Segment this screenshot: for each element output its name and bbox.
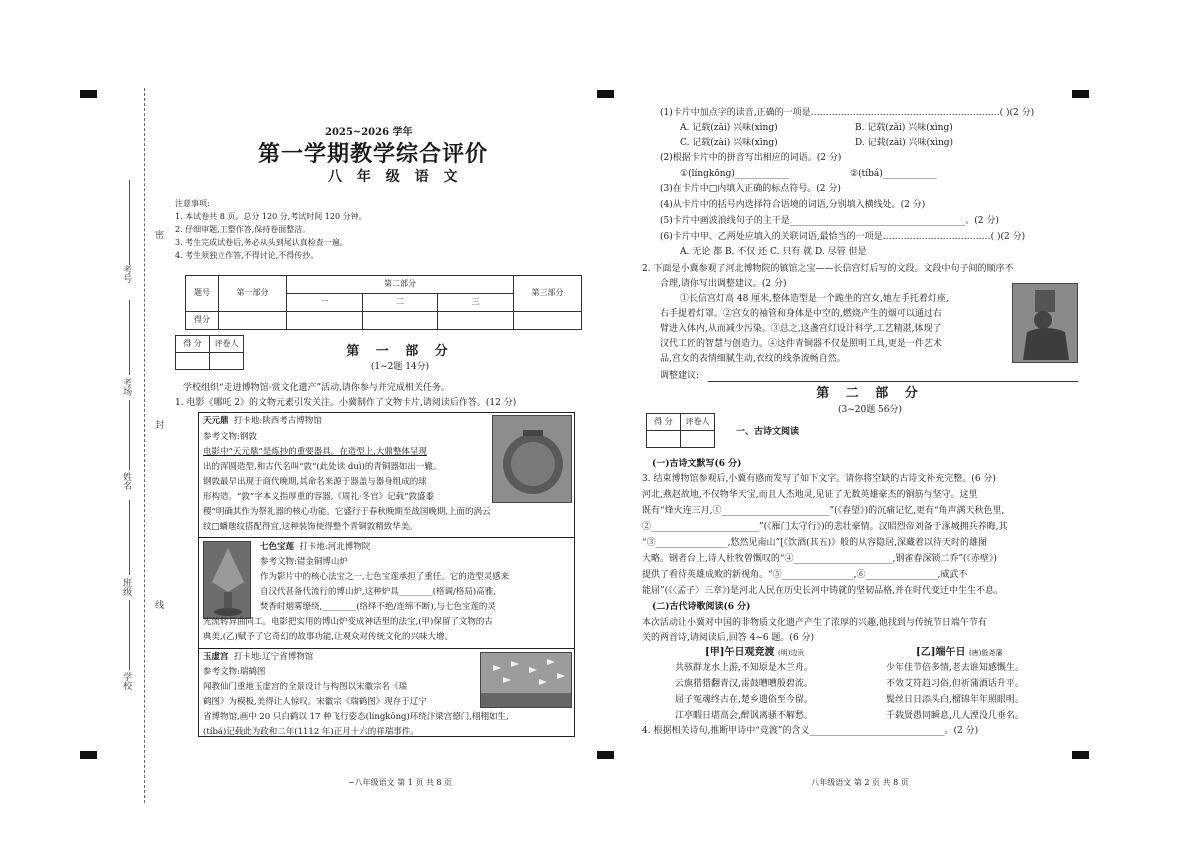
q3-line[interactable]: 提供了看待英雄成败的新视角。“⑤________________,⑥________________,威武不 bbox=[642, 570, 968, 580]
score-input[interactable] bbox=[362, 312, 438, 330]
q2-passage: 右手提着灯罩。②宫女的袖管和身体是中空的,燃烧产生的烟可以通过右 bbox=[660, 309, 942, 319]
q2-suggest-label: 调整建议: bbox=[660, 371, 700, 381]
score-input[interactable] bbox=[438, 312, 514, 330]
option-c[interactable]: C. 记载(zài) 兴味(xīng) bbox=[680, 138, 778, 148]
q1-sub1: (1)卡片中加点字的读音,正确的一项是………………………………………………………( )(2 分) bbox=[660, 108, 1035, 118]
notes-item: 4. 考生须独立作答,不得讨论,不得传抄。 bbox=[175, 251, 319, 260]
card3-name: 玉虚宫 bbox=[203, 652, 229, 662]
grader-box bbox=[175, 335, 244, 370]
card1-line: 电影中“天元鼎”是炼抄的重要器具。在造型上,大鼎整体呈现 bbox=[203, 447, 427, 457]
binding-line bbox=[144, 88, 145, 803]
palace-lamp-image bbox=[1012, 283, 1078, 363]
field-label-xingming: 姓名 bbox=[121, 472, 132, 490]
score-input[interactable] bbox=[287, 312, 363, 330]
question-4[interactable]: 4. 根据相关诗句,推断甲诗中“竞渡”的含义______________________________。(2 分) bbox=[642, 726, 979, 736]
pinyin-field-1[interactable]: ①(língkōng)____________ bbox=[680, 169, 789, 179]
grader-box-2 bbox=[646, 413, 715, 448]
footer-page2: 八年级语文 第 2 页 共 8 页 bbox=[811, 778, 909, 787]
cell-tihao: 题号 bbox=[186, 276, 219, 312]
card2-ref: 参考文物:错金铜博山炉 bbox=[260, 557, 348, 567]
registration-mark bbox=[1072, 751, 1089, 759]
card1-header bbox=[203, 415, 322, 429]
part2-range: (3~20题 56分) bbox=[837, 405, 903, 415]
card3-line: (tíbá)记载此为政和二年(1112 年)正月十六的祥瑞事件。 bbox=[203, 727, 419, 737]
cell-part2: 第二部分 bbox=[287, 276, 514, 294]
poem-b-line: 千载贤愚同瞬息,几人湮没几垂名。 bbox=[886, 710, 1024, 721]
poem-b-line: 少年佳节倍多情,老去谁知感慨生。 bbox=[886, 662, 1024, 673]
option-a[interactable]: A. 记载(zǎi) 兴味(xìng) bbox=[680, 123, 778, 133]
card1-line: 钢敦最早出现于商代晚期,其命名来源于器盖与器身组成的球 bbox=[203, 477, 427, 487]
registration-mark bbox=[1072, 90, 1089, 98]
q3-line: 河北,燕赵故地,不仅物华天宝,而且人杰地灵,见证了无数英雄豪杰的铜筋与坚守。这里 bbox=[642, 490, 978, 500]
card2-line: 焚香时烟雾缭绕,________(络绎不绝/连绵不断),与七色宝莲的灵 bbox=[260, 602, 496, 612]
sub-poetry: (二)古代诗歌阅读(6 分) bbox=[652, 602, 751, 612]
score-table bbox=[185, 275, 582, 330]
card3-place: 打卡地:辽宁省博物馆 bbox=[233, 652, 314, 662]
sub-dictation: (一)古诗文默写(6 分) bbox=[652, 459, 742, 469]
notes-item: 1. 本试卷共 8 页。总分 120 分,考试时间 120 分钟。 bbox=[175, 212, 367, 221]
exam-notes bbox=[175, 197, 367, 262]
part1-intro: 学校组织“走进博物馆·赏文化遗产”活动,请你参与并完成相关任务。 bbox=[183, 383, 450, 393]
grader-name-label: 评卷人 bbox=[210, 336, 244, 353]
grader-score-input[interactable] bbox=[647, 431, 681, 448]
grader-name-input[interactable] bbox=[681, 431, 715, 448]
poetry-intro: 本次活动让小冀对中国的非物质文化遗产产生了浓厚的兴趣,他找到与传统节日端午节有 bbox=[642, 618, 987, 628]
registration-mark bbox=[80, 90, 97, 98]
question-1: 1. 电影《哪吒 2》的文物元素引发关注。小冀制作了文物卡片,请阅读后作答。(12 分) bbox=[175, 398, 517, 408]
poem-b-title: [乙]端午日 bbox=[916, 647, 966, 658]
crane-painting-image bbox=[480, 652, 572, 708]
exam-title: 第一学期教学综合评价 bbox=[258, 141, 489, 167]
q2-passage: ①长信宫灯高 48 厘米,整体造型是一个跪坐的宫女,她左手托着灯座, bbox=[680, 294, 949, 304]
q2-passage: 臂进入体内,从而减少污染。③总之,这盏宫灯设计科学,工艺精湛,体现了 bbox=[660, 324, 942, 334]
q3-line[interactable]: 既有“烽火连三月,①________________________”(《春望》)的沉痛记忆,更有“角声满天秋色里, bbox=[642, 506, 1005, 516]
q3-line[interactable]: “③________________,悠然见南山”[《饮酒(其五)》般的从容隐居,深藏着以待天时的雄图 bbox=[642, 538, 987, 548]
card2-place: 打卡地:河北博物院 bbox=[299, 542, 371, 552]
cell-defen: 得分 bbox=[186, 312, 219, 330]
q1-sub6: (6)卡片中甲、乙两处应填入的关联词语,最恰当的一项是………………………………( )(2 分) bbox=[660, 232, 1026, 242]
boshan-censer-image bbox=[203, 541, 251, 619]
field-label-kaochang: 考场 bbox=[121, 378, 132, 396]
field-line[interactable] bbox=[129, 500, 130, 575]
field-line[interactable] bbox=[129, 300, 130, 375]
card2-line: 自汉代甚备代流行的博山炉,这种炉具________(格调/格局)高雅, bbox=[260, 587, 496, 597]
score-input[interactable] bbox=[219, 312, 287, 330]
part1-title: 第 一 部 分 bbox=[346, 344, 454, 359]
grader-score-label: 得 分 bbox=[647, 414, 681, 431]
poem-a-line: 云旗猎猎翻青汉,雷鼓嘈嘈殷碧流。 bbox=[675, 678, 813, 689]
card3-line: 鹤图》为模板,美得让人惊叹。宋徽宗《瑞鹤图》现存于辽宁 bbox=[203, 697, 427, 707]
field-line[interactable] bbox=[129, 180, 130, 265]
question-2: 2. 下面是小冀参观了河北博物院的镇馆之宝——长信宫灯后写的文段。文段中句子间的顺序不 bbox=[642, 264, 1014, 274]
poem-b-author: (唐)殷尧藩 bbox=[968, 649, 1003, 657]
field-label-kaohao: 考号 bbox=[121, 265, 132, 283]
cut-mark-feng: 封 bbox=[153, 420, 164, 429]
card3-line: 闻教仙门重地玉虚宫的全景设计与构图以宋徽宗名《瑞 bbox=[203, 682, 408, 692]
q3-line[interactable]: ②________________________”(《雁门太守行》)的悲壮豪情。汉昭烈帝刘备于涿城拥兵养晦,其 bbox=[642, 522, 1008, 532]
part1-range: (1~2题 14分) bbox=[370, 362, 430, 372]
cell-sub3: 三 bbox=[438, 294, 514, 312]
cell-part1: 第一部分 bbox=[219, 276, 287, 312]
poem-a bbox=[675, 646, 813, 724]
poem-a-author: (明)边贡 bbox=[777, 649, 805, 657]
field-line[interactable] bbox=[129, 400, 130, 470]
card1-ref: 参考文物:钢敦 bbox=[203, 432, 257, 442]
q3-line[interactable]: 大略。钢者台上,诗人杜牧曾慨叹的“④______________________,钢雀春深锁二乔”(《赤壁》) bbox=[642, 554, 997, 564]
poem-a-line: 江亭暇日堪高会,醉讽离骚不解愁。 bbox=[675, 710, 813, 721]
footer-page1: ~八年级语文 第 1 页 共 8 页 bbox=[347, 778, 453, 787]
card2-header bbox=[260, 541, 370, 555]
card1-line: 形构造。“敦”字本义指厚重的容器,《周礼·冬官》记载“敦盛黍 bbox=[203, 492, 434, 502]
grader-score-input[interactable] bbox=[176, 353, 210, 370]
card1-name: 天元鼎 bbox=[203, 416, 229, 426]
field-label-xuexiao: 学校 bbox=[121, 672, 132, 690]
poetry-intro: 关的两首诗,请阅读后,回答 4~6 题。(6 分) bbox=[642, 633, 815, 643]
registration-mark bbox=[597, 90, 614, 98]
option-d[interactable]: D. 记载(zài) 兴味(xìng) bbox=[855, 138, 954, 148]
question-2-cont: 合理,请你写出调整建议。(2 分) bbox=[660, 279, 787, 289]
field-label-banji: 班级 bbox=[121, 578, 132, 596]
poem-a-line: 共骇群龙水上游,不知原是木兰舟。 bbox=[675, 662, 813, 673]
q2-passage: 汉代工匠的智慧与创造力。④这件青铜器不仅是照明工具,更是一件艺术 bbox=[660, 339, 942, 349]
registration-mark bbox=[80, 751, 97, 759]
q2-passage: 品,宫女的表情细腻生动,衣纹的线条流畅自然。 bbox=[660, 354, 846, 364]
q1-sub3: (3)在卡片中□内填入正确的标点符号。(2 分) bbox=[660, 184, 841, 194]
cell-sub2: 二 bbox=[362, 294, 438, 312]
option-b[interactable]: B. 记载(zǎi) 兴味(xìng) bbox=[855, 123, 953, 133]
grader-name-label: 评卷人 bbox=[681, 414, 715, 431]
q1-sub4: (4)从卡片中的括号内选择符合语境的词语,分别填入横线处。(2 分) bbox=[660, 200, 926, 210]
card3-ref: 参考文物:瑞鹤图 bbox=[203, 667, 266, 677]
q2-suggest-input[interactable] bbox=[708, 381, 1078, 382]
field-line[interactable] bbox=[129, 600, 130, 670]
notes-item: 3. 考生完成试卷后,务必从头到尾认真检查一遍。 bbox=[175, 238, 348, 247]
school-year: 2025~2026 学年 bbox=[325, 127, 413, 138]
cell-part3: 第三部分 bbox=[514, 276, 582, 312]
notes-item: 2. 仔细审题,工整作答,保持卷面整洁。 bbox=[175, 225, 311, 234]
poem-a-title: [甲]午日观竞渡 bbox=[705, 647, 775, 658]
card2-line: 光流转异曲同工。电影把实用的博山炉变成神话里的法宝,(甲)保留了文物的古 bbox=[203, 617, 493, 627]
score-input[interactable] bbox=[514, 312, 582, 330]
exam-subject: 八 年 级 语 文 bbox=[328, 169, 463, 185]
cut-mark-xian: 线 bbox=[153, 600, 164, 609]
q3-line: 能屈”(《〈孟子〉三章》)是河北人民在历史长河中铸就的坚韧品格,并在时代变迁中生生不息。 bbox=[642, 586, 1003, 596]
grader-name-input[interactable] bbox=[210, 353, 244, 370]
cut-mark-mi: 密 bbox=[153, 230, 164, 239]
card1-line: 纹□蟠虺纹搭配得宜,这种装饰使得整个青铜敦精致华美。 bbox=[203, 522, 418, 532]
poem-b bbox=[886, 646, 1024, 724]
grader-score-label: 得 分 bbox=[176, 336, 210, 353]
card2-line: 典美,(乙)赋予了它奇幻的故事功能,让观众对传统文化的兴味大增。 bbox=[203, 632, 454, 642]
poem-b-line: 不效艾符趋习俗,但祈蒲酒话升平。 bbox=[886, 678, 1024, 689]
card1-line: 出的浑圆造型,和古代名叫“敦”(此处读 duì)的青铜器如出一辙。 bbox=[203, 462, 442, 472]
card1-place: 打卡地:陕西考古博物馆 bbox=[233, 416, 322, 426]
bronze-dun-image bbox=[492, 415, 572, 503]
card3-header bbox=[203, 651, 313, 665]
cell-sub1: 一 bbox=[287, 294, 363, 312]
poem-a-line: 屈子冤魂终古在,楚乡遗俗至今留。 bbox=[675, 694, 813, 705]
q1-sub5: (5)卡片中画波浪线句子的主干是_______________________________________。(2 分) bbox=[660, 216, 999, 226]
relation-options[interactable]: A. 无论 都 B. 不仅 还 C. 只有 就 D. 尽管 但是 bbox=[680, 247, 867, 257]
q3-line: 3. 结束博物馆参观后,小冀有感而发写了如下文字。请你将空缺的古诗文补充完整。(6 分) bbox=[642, 474, 996, 484]
notes-title: 注意事项: bbox=[175, 199, 210, 208]
registration-mark bbox=[597, 751, 614, 759]
part2-title: 第 二 部 分 bbox=[816, 386, 924, 401]
q1-sub2: (2)根据卡片中的拼音写出相应的词语。(2 分) bbox=[660, 153, 842, 163]
card3-line: 省博物馆,画中 20 只白鹤以 17 种飞行姿态(língkōng)环绕汴梁宫德门,栩栩如生, bbox=[203, 712, 509, 722]
card1-line: 稷”明确其作为祭礼器的核心功能。它盛行于春秋晚期至战国晚期,上面的涡云 bbox=[203, 507, 491, 517]
section-classical: 一、古诗文阅读 bbox=[736, 427, 800, 437]
card2-line: 作为影片中的核心法宝之一,七色宝莲承担了重任。它的造型灵感来 bbox=[260, 572, 510, 582]
pinyin-field-2[interactable]: ②(tíbá)____________ bbox=[850, 169, 937, 179]
card2-name: 七色宝莲 bbox=[260, 542, 295, 552]
poem-b-line: 鬓丝日日添头白,榴锦年年照眼明。 bbox=[886, 694, 1024, 705]
